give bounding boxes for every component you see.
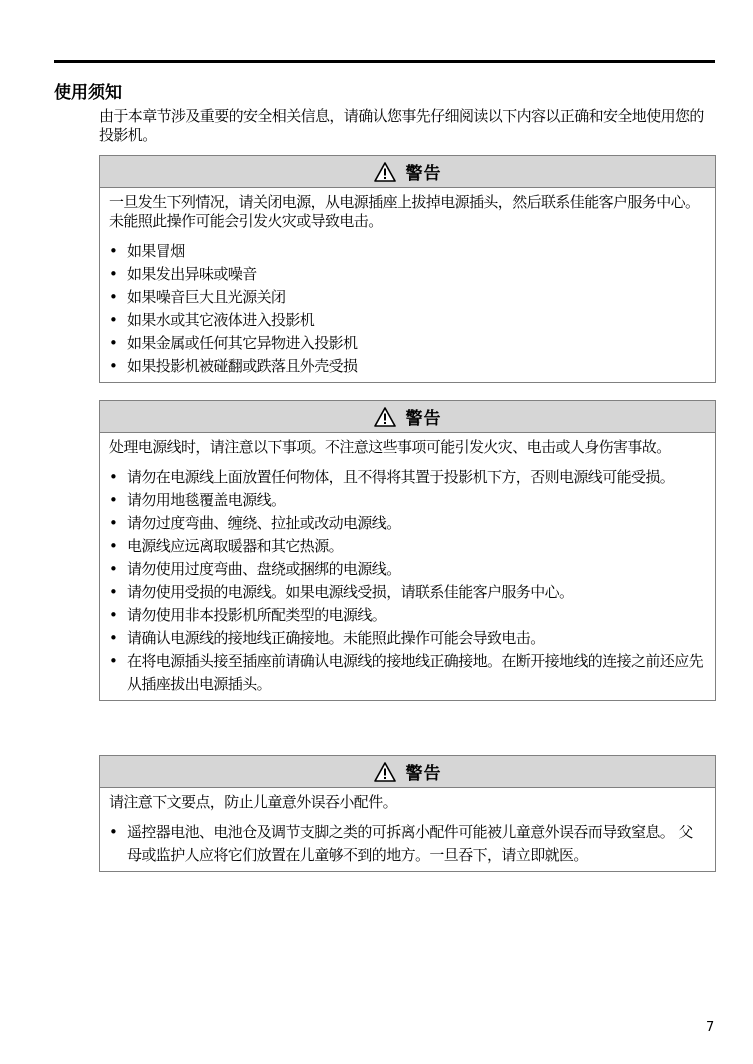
bullet-icon: •	[109, 537, 118, 555]
bullet-icon: •	[109, 514, 118, 532]
bullet-icon: •	[109, 468, 118, 486]
warning-list	[109, 466, 706, 696]
page-number: 7	[706, 1020, 715, 1035]
warning-body	[100, 433, 715, 700]
list-item: • 如果噪音巨大且光源关闭	[109, 286, 706, 309]
list-item: • 请勿使用非本投影机所配类型的电源线。	[109, 604, 706, 627]
bullet-icon: •	[109, 823, 118, 841]
bullet-icon: •	[109, 583, 118, 601]
bullet-icon: •	[109, 357, 118, 375]
bullet-icon: •	[109, 242, 118, 260]
list-item: • 请勿在电源线上面放置任何物体，且不得将其置于投影机下方，否则电源线可能受损。	[109, 466, 706, 489]
bullet-icon: •	[109, 629, 118, 647]
bullet-icon: •	[109, 265, 118, 283]
bullet-icon: •	[109, 311, 118, 329]
list-item: • 如果冒烟	[109, 240, 706, 263]
bullet-icon: •	[109, 334, 118, 352]
warning-list	[109, 821, 706, 867]
list-item: • 请勿用地毯覆盖电源线。	[109, 489, 706, 512]
warning-title: 警告	[405, 764, 442, 784]
warning-box-power-cord	[99, 400, 716, 701]
warning-box-small-parts	[99, 755, 716, 872]
warning-description: 处理电源线时，请注意以下事项。不注意这些事项可能引发火灾、电击或人身伤害事故。	[109, 438, 671, 456]
bullet-icon: •	[109, 560, 118, 578]
list-item: • 如果金属或任何其它异物进入投影机	[109, 332, 706, 355]
list-item: • 电源线应远离取暖器和其它热源。	[109, 535, 706, 558]
list-item: • 如果水或其它液体进入投影机	[109, 309, 706, 332]
list-item: • 遥控器电池、电池仓及调节支脚之类的可拆离小配件可能被儿童意外误吞而导致窒息。 父母或监护人应将它们放置在儿童够不到的地方。一旦吞下，请立即就医。	[109, 823, 693, 864]
list-item: • 请确认电源线的接地线正确接地。未能照此操作可能会导致电击。	[109, 627, 706, 650]
warning-body	[100, 788, 715, 871]
list-item: • 请勿过度弯曲、缠绕、拉扯或改动电源线。	[109, 512, 706, 535]
section-intro: 由于本章节涉及重要的安全相关信息，请确认您事先仔细阅读以下内容以正确和安全地使用您的投影机。	[99, 107, 704, 144]
bullet-icon: •	[109, 606, 118, 624]
top-rule	[54, 60, 715, 63]
warning-body	[100, 188, 715, 382]
warning-header	[100, 156, 715, 188]
warning-triangle-icon	[374, 407, 396, 427]
bullet-icon: •	[109, 491, 118, 509]
list-item: • 请勿使用受损的电源线。如果电源线受损，请联系佳能客户服务中心。	[109, 581, 706, 604]
warning-title: 警告	[405, 409, 442, 429]
warning-header	[100, 756, 715, 788]
list-item: • 如果投影机被碰翻或跌落且外壳受损	[109, 355, 706, 378]
list-item: • 如果发出异味或噪音	[109, 263, 706, 286]
list-item: • 在将电源插头接至插座前请确认电源线的接地线正确接地。在断开接地线的连接之前还应先从插座拔出电源插头。	[109, 652, 704, 693]
warning-triangle-icon	[374, 162, 396, 182]
warning-triangle-icon	[374, 762, 396, 782]
section-title: 使用须知	[54, 83, 122, 103]
warning-list	[109, 240, 706, 378]
bullet-icon: •	[109, 652, 118, 670]
bullet-icon: •	[109, 288, 118, 306]
warning-box-fire-smoke	[99, 155, 716, 383]
warning-header	[100, 401, 715, 433]
list-item: • 请勿使用过度弯曲、盘绕或捆绑的电源线。	[109, 558, 706, 581]
warning-description: 一旦发生下列情况，请关闭电源，从电源插座上拔掉电源插头，然后联系佳能客户服务中心。未能照此操作可能会引发火灾或导致电击。	[109, 193, 700, 230]
warning-description: 请注意下文要点，防止儿童意外误吞小配件。	[109, 793, 398, 811]
warning-title: 警告	[405, 164, 442, 184]
